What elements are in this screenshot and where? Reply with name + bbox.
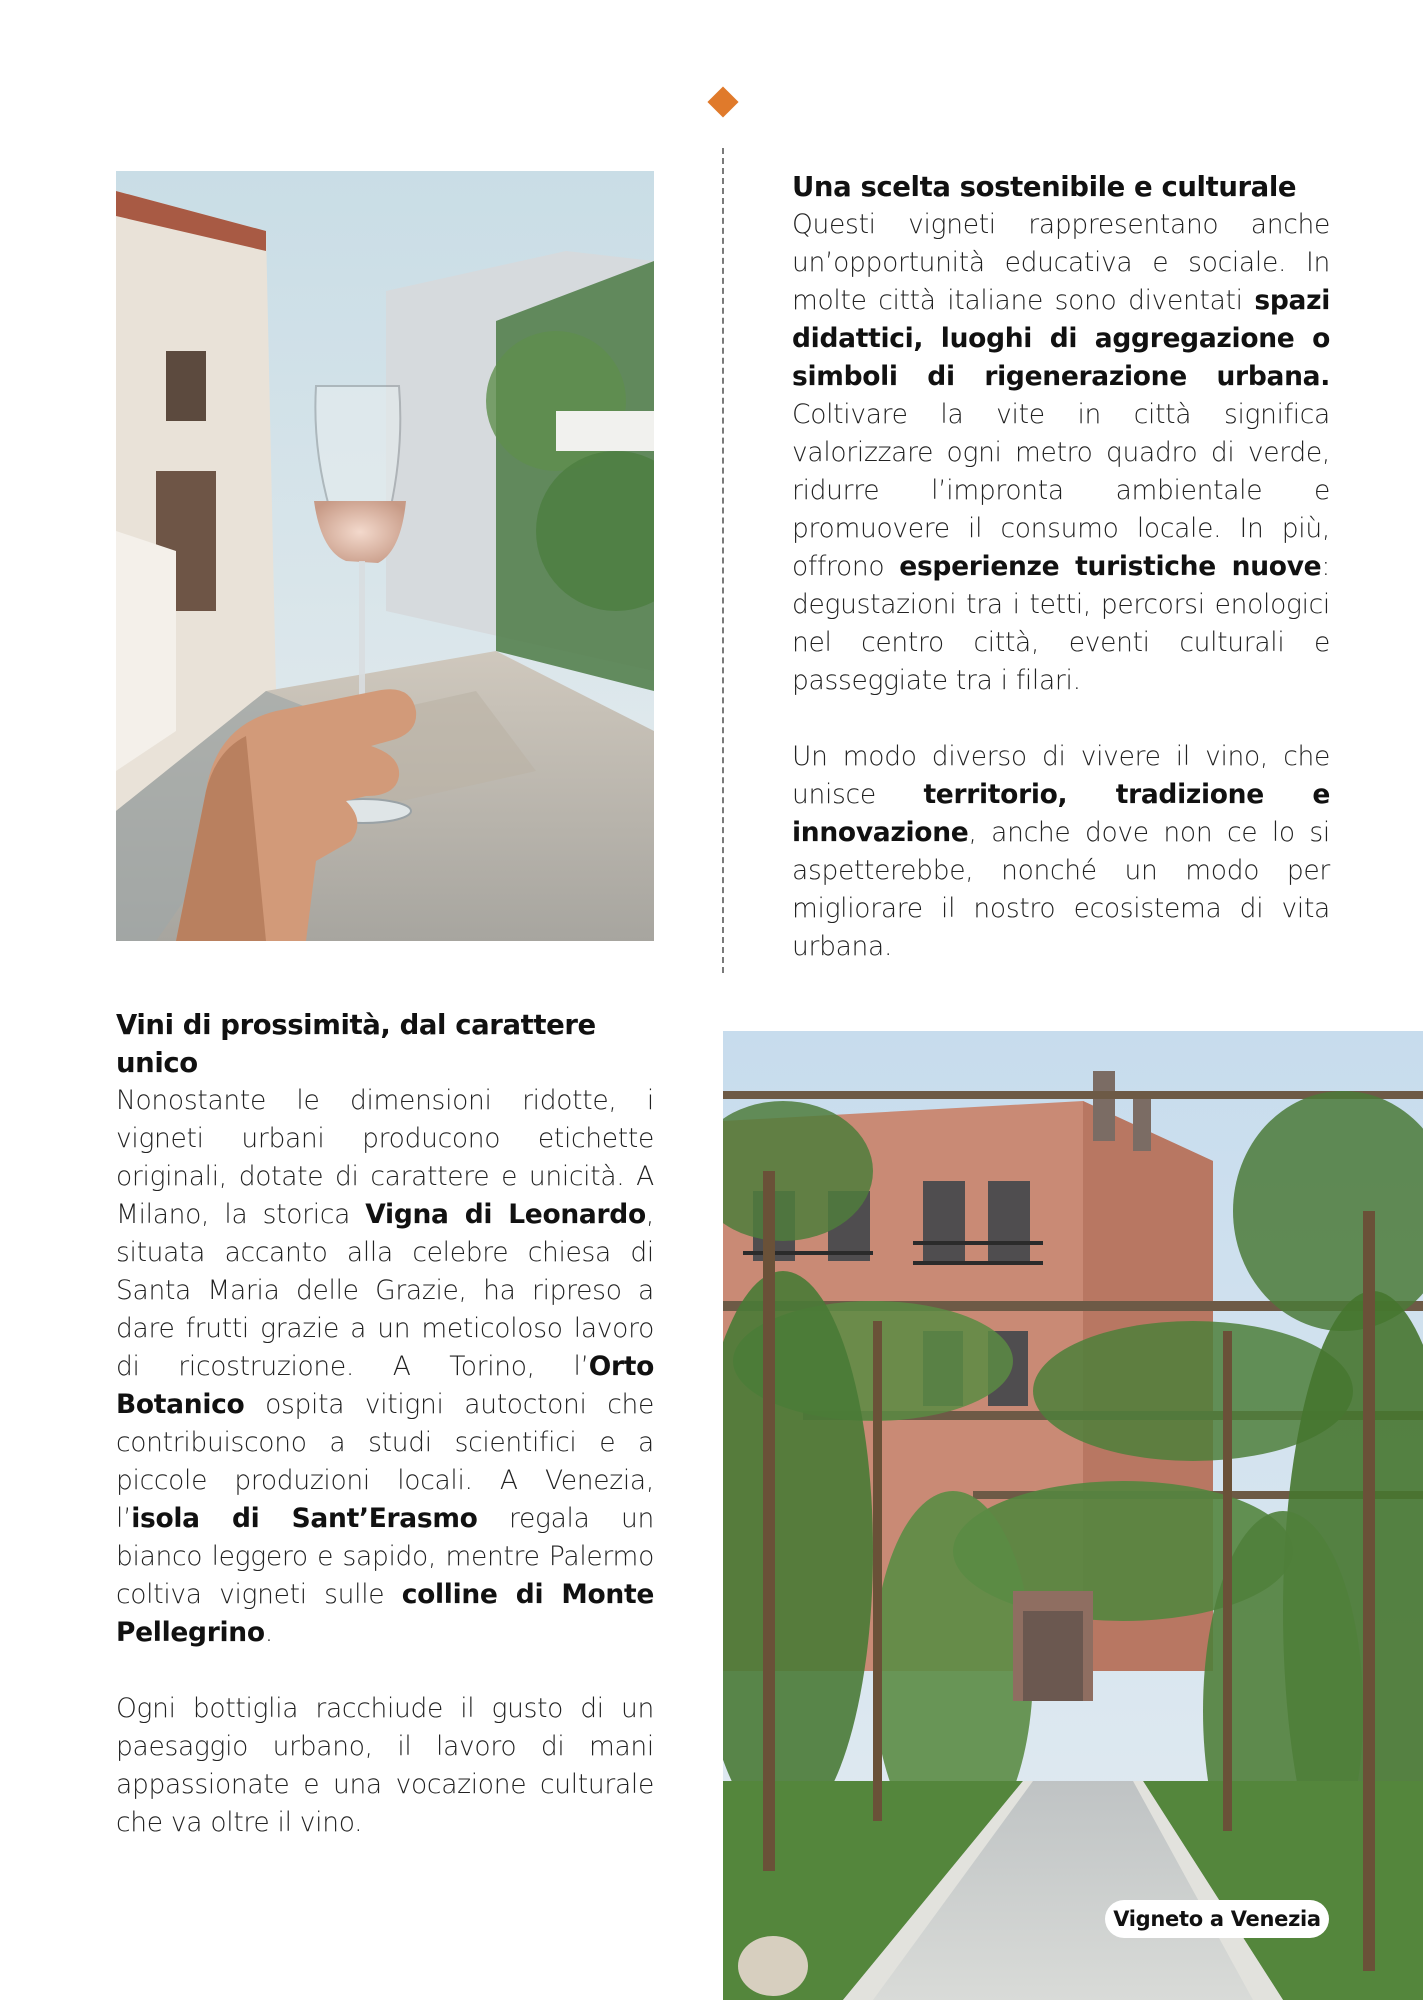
photo-caption-badge: Vigneto a Venezia [1105, 1900, 1329, 1938]
article-section-sustainable [792, 168, 1330, 966]
paragraph [116, 1690, 654, 1842]
highlight-text: colline di Monte Pellegrino [116, 1579, 655, 1648]
body-text: Coltivare la vite in città significa valorizzare ogni metro quadro di verde, ridurre l’impronta ambientale e promuovere il consumo locale. In più, offrono [792, 399, 1330, 582]
article-section-proximity-wines [116, 1006, 654, 1842]
body-text: Un modo diverso di vivere il vino, che unisce [792, 741, 1330, 810]
paragraph [792, 206, 1330, 700]
highlight-text: spazi didattici, luoghi di aggregazione o simboli di rigenerazione urbana. [792, 285, 1330, 392]
body-text: . [264, 1617, 273, 1648]
photo-venice-vineyard [723, 1031, 1423, 2000]
column-divider [722, 148, 724, 973]
body-text: , situata accanto alla celebre chiesa di Santa Maria delle Grazie, ha ripreso a dare frutti grazie a un meticoloso lavoro di ricostruzione. A Torino, l’ [116, 1199, 654, 1382]
body-text: Questi vigneti rappresentano anche un’opportunità educativa e sociale. In molte città italiane sono diventati [792, 209, 1330, 316]
body-text: Nonostante le dimensioni ridotte, i vigneti urbani producono etichette originali, dotate di carattere e unicità. A Milano, la storica [116, 1085, 654, 1230]
section-heading: Vini di prossimità, dal carattere unico [116, 1009, 596, 1079]
body-text: ospita vitigni autoctoni che contribuiscono a studi scientifici e a piccole produzioni locali. A Venezia, l’ [116, 1389, 654, 1534]
body-text: : degustazioni tra i tetti, percorsi enologici nel centro città, eventi culturali e passeggiate tra i filari. [792, 551, 1330, 696]
section-heading: Una scelta sostenibile e culturale [792, 171, 1297, 203]
highlight-text: territorio, tradizione e innovazione [792, 779, 1330, 848]
paragraph [792, 738, 1330, 966]
paragraph [116, 1082, 654, 1652]
body-text: Ogni bottiglia racchiude il gusto di un paesaggio urbano, il lavoro di mani appassionate e una vocazione culturale che va oltre il vino. [116, 1693, 654, 1838]
highlight-text: isola di Sant’Erasmo [131, 1503, 478, 1534]
highlight-text: Vigna di Leonardo [365, 1199, 646, 1230]
highlight-text: esperienze turistiche nuove [899, 551, 1322, 582]
decorative-diamond-icon [707, 86, 738, 117]
photo-wine-glass-street [116, 171, 654, 941]
highlight-text: Orto Botanico [116, 1351, 654, 1420]
body-text: , anche dove non ce lo si aspetterebbe, nonché un modo per migliorare il nostro ecosistema di vita urbana. [792, 817, 1330, 962]
body-text: regala un bianco leggero e sapido, mentre Palermo coltiva vigneti sulle [116, 1503, 654, 1610]
